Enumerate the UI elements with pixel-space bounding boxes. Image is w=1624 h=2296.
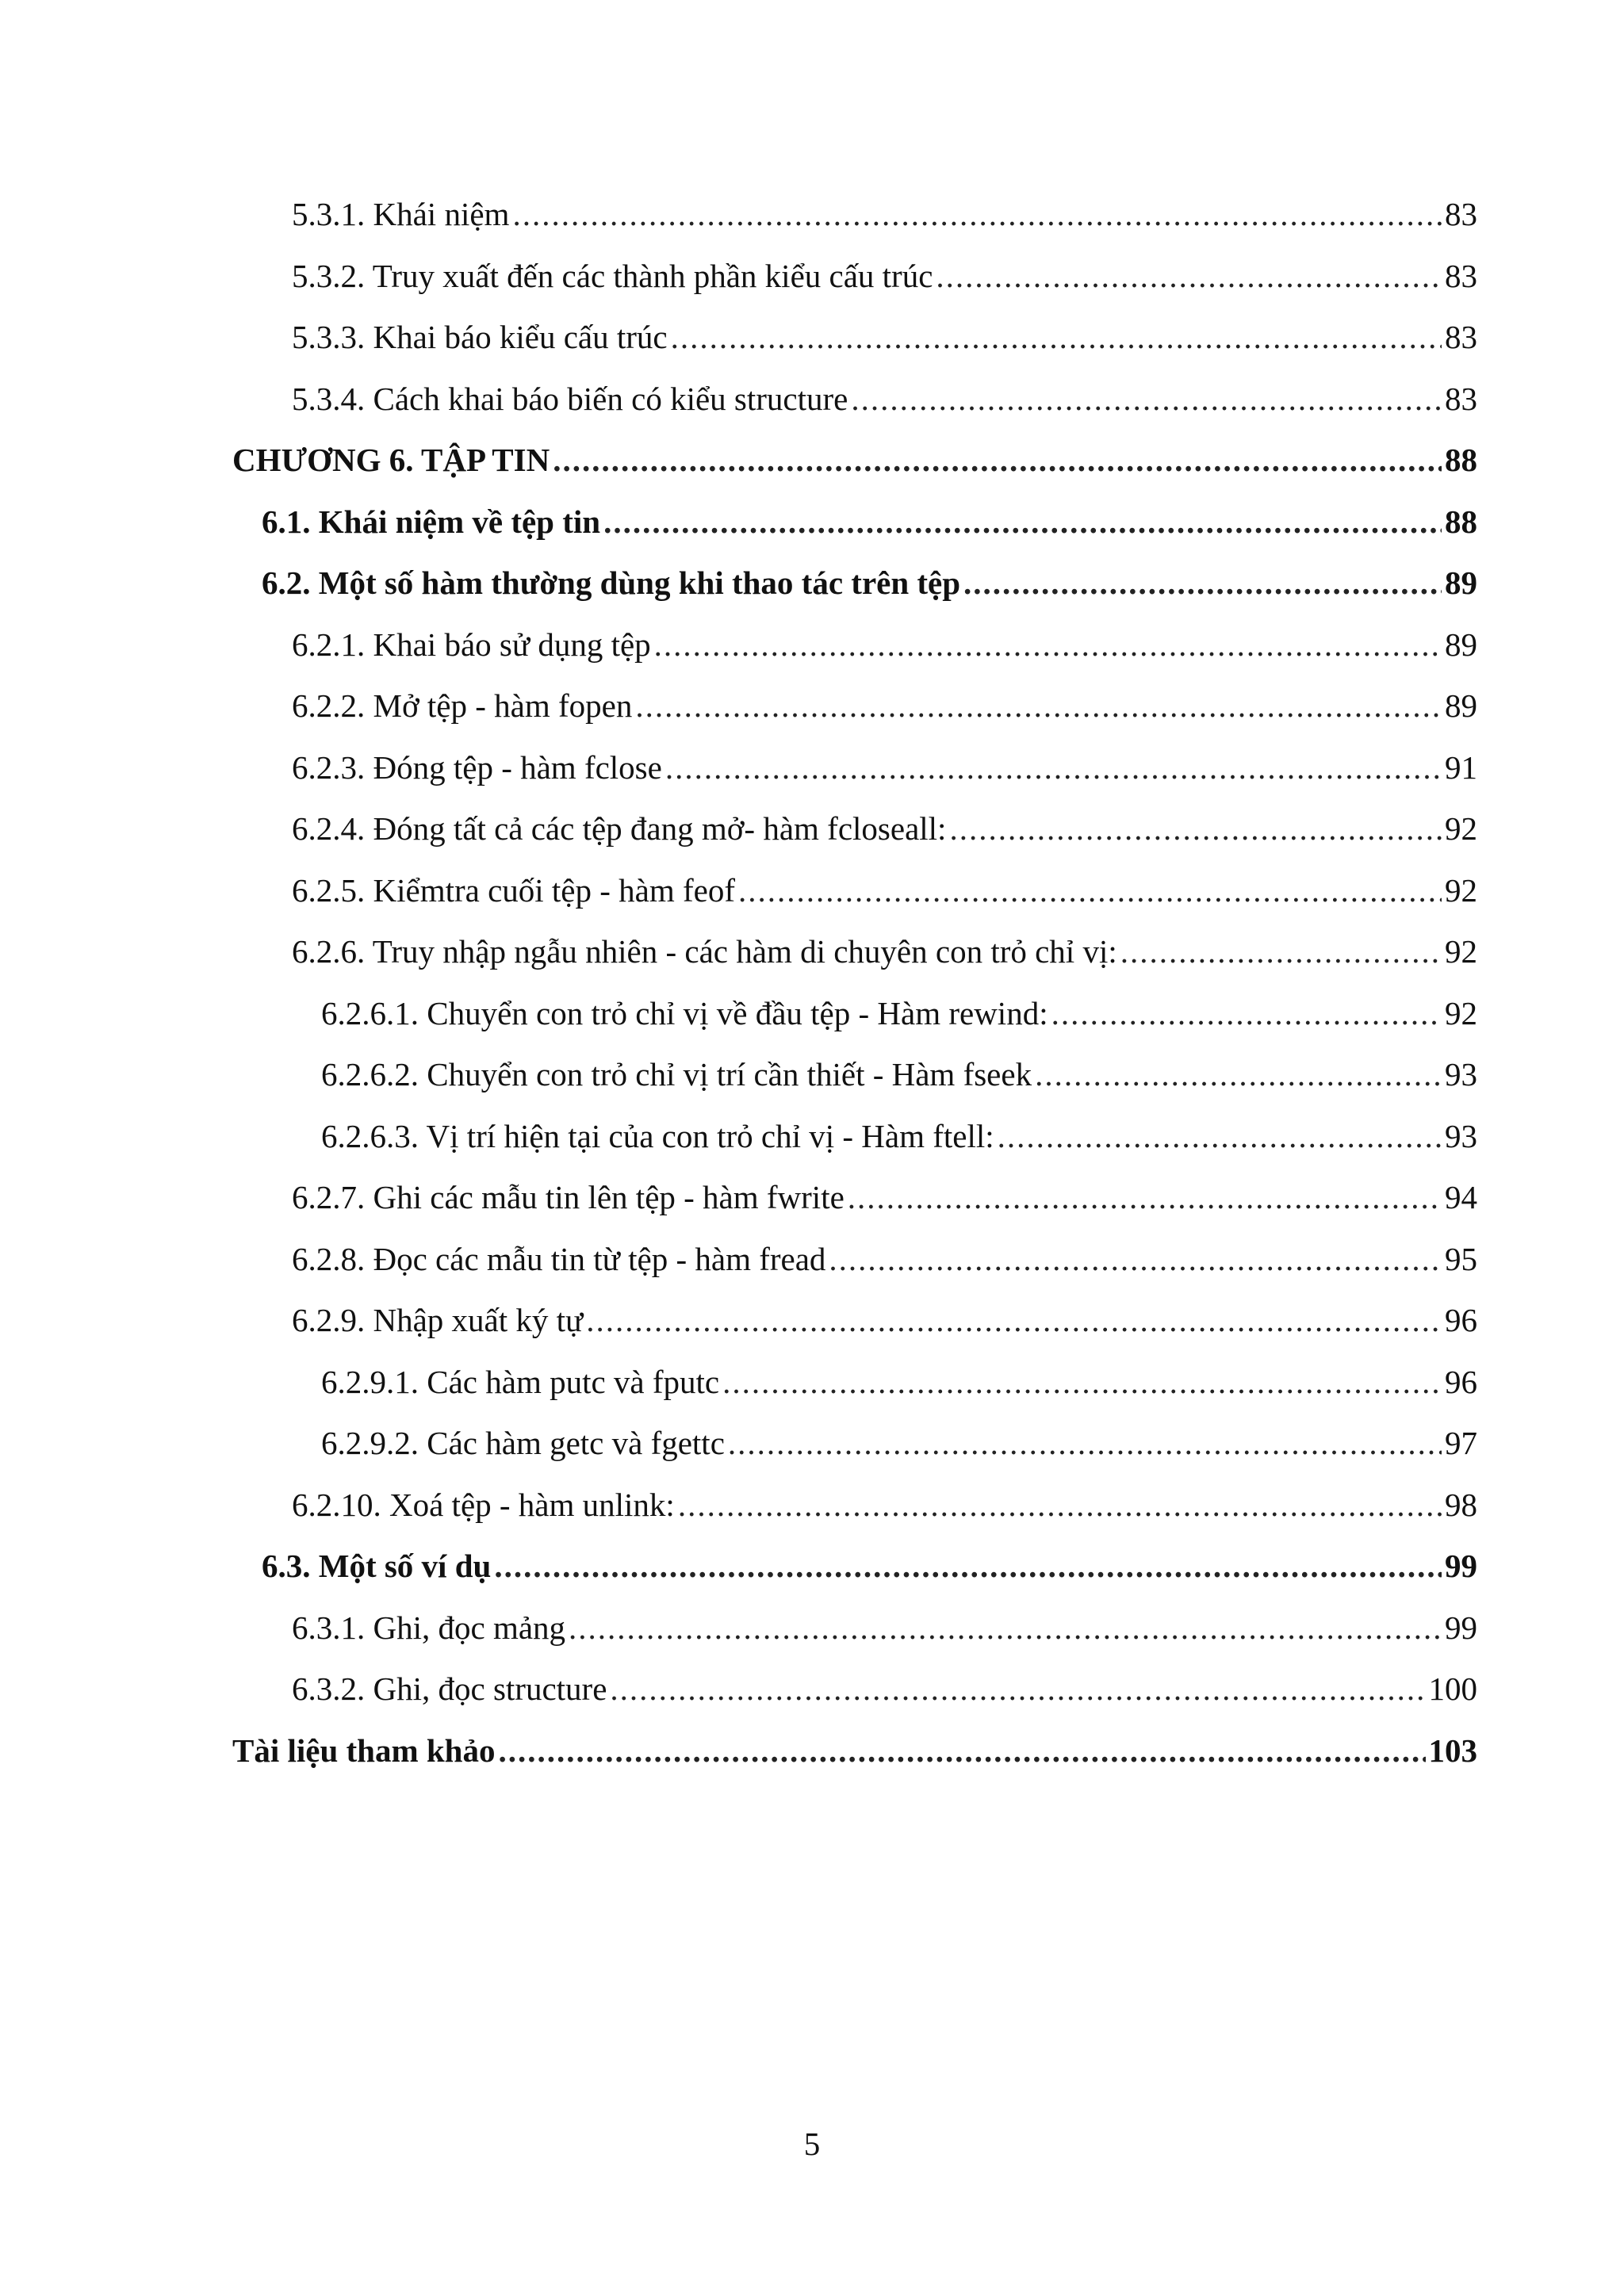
page-number: 5 bbox=[803, 2126, 821, 2162]
toc-entry-page: 98 bbox=[1445, 1486, 1477, 1523]
toc-entry-6-3-2[interactable] bbox=[232, 1659, 1477, 1720]
toc-entry-page: 94 bbox=[1445, 1179, 1477, 1215]
toc-entry-6-2-2[interactable] bbox=[232, 675, 1477, 737]
toc-dot-leader bbox=[553, 430, 1442, 492]
toc-entry-6-2-1[interactable] bbox=[232, 614, 1477, 676]
toc-entry-title: 6.2.1. Khai báo sử dụng tệp bbox=[292, 626, 651, 663]
toc-entry-page: 97 bbox=[1445, 1425, 1477, 1461]
toc-entry-page: 89 bbox=[1445, 687, 1477, 724]
toc-entry-6-2-10[interactable] bbox=[232, 1475, 1477, 1536]
toc-entry-5-3-3[interactable] bbox=[232, 307, 1477, 369]
toc-entry-page: 96 bbox=[1445, 1302, 1477, 1338]
toc-dot-leader bbox=[738, 860, 1442, 922]
toc-dot-leader bbox=[665, 737, 1442, 799]
toc-entry-page: 96 bbox=[1445, 1363, 1477, 1400]
toc-entry-title: 6.2.6.3. Vị trí hiện tại của con trỏ chỉ vị - Hàm ftell: bbox=[321, 1117, 994, 1154]
toc-dot-leader bbox=[635, 675, 1442, 737]
toc-entry-title: 6.2.3. Đóng tệp - hàm fclose bbox=[292, 748, 662, 786]
toc-entry-page: 92 bbox=[1445, 871, 1477, 909]
toc-entry-title: 5.3.2. Truy xuất đến các thành phần kiểu cấu trúc bbox=[292, 257, 933, 294]
toc-entry-6-2-9-1[interactable] bbox=[232, 1352, 1477, 1414]
toc-entry-page: 93 bbox=[1445, 1056, 1477, 1093]
toc-entry-page: 83 bbox=[1445, 319, 1477, 355]
toc-entry-6-2-3[interactable] bbox=[232, 737, 1477, 799]
toc-entry-5-3-4[interactable] bbox=[232, 369, 1477, 430]
toc-entry-title: 6.2.10. Xoá tệp - hàm unlink: bbox=[292, 1486, 675, 1523]
toc-dot-leader bbox=[1120, 921, 1442, 983]
toc-entry-page: 89 bbox=[1445, 626, 1477, 663]
toc-dot-leader bbox=[998, 1106, 1442, 1168]
toc-dot-leader bbox=[610, 1659, 1425, 1720]
toc-entry-title: CHƯƠNG 6. TẬP TIN bbox=[232, 442, 550, 478]
toc-entry-title: 6.2.9.2. Các hàm getc và fgettc bbox=[321, 1425, 725, 1461]
toc-entry-title: 5.3.3. Khai báo kiểu cấu trúc bbox=[292, 319, 668, 355]
toc-entry-page: 83 bbox=[1445, 257, 1477, 294]
toc-entry-title: 6.2.5. Kiểmtra cuối tệp - hàm feof bbox=[292, 871, 736, 909]
toc-entry-page: 91 bbox=[1445, 748, 1477, 786]
toc-entry-page: 92 bbox=[1445, 933, 1477, 970]
toc-entry-title: 6.2.4. Đóng tất cả các tệp đang mở- hàm fcloseall: bbox=[292, 810, 947, 847]
toc-entry-title: Tài liệu tham khảo bbox=[232, 1732, 496, 1769]
toc-entry-6-1[interactable] bbox=[232, 492, 1477, 553]
toc-dot-leader bbox=[1051, 983, 1442, 1045]
toc-dot-leader bbox=[498, 1720, 1425, 1782]
toc-entry-6-2-4[interactable] bbox=[232, 798, 1477, 860]
toc-entry-6-2-6-1[interactable] bbox=[232, 983, 1477, 1045]
toc-dot-leader bbox=[569, 1598, 1442, 1659]
toc-dot-leader bbox=[603, 492, 1442, 553]
toc-entry-title: 6.2.6.2. Chuyển con trỏ chỉ vị trí cần thiết - Hàm fseek bbox=[321, 1056, 1032, 1093]
toc-entry-6-3[interactable] bbox=[232, 1536, 1477, 1598]
toc-entry-page: 92 bbox=[1445, 994, 1477, 1031]
toc-entry-page: 83 bbox=[1445, 196, 1477, 232]
toc-entry-page: 83 bbox=[1445, 380, 1477, 417]
toc-entry-title: 6.2.9. Nhập xuất ký tự bbox=[292, 1302, 584, 1338]
table-of-contents bbox=[232, 184, 1477, 1781]
toc-entry-title: 6.2.8. Đọc các mẫu tin từ tệp - hàm fread bbox=[292, 1240, 826, 1277]
toc-entry-title: 6.3. Một số ví dụ bbox=[262, 1548, 492, 1584]
toc-entry-title: 6.2.2. Mở tệp - hàm fopen bbox=[292, 687, 633, 724]
toc-dot-leader bbox=[1035, 1044, 1442, 1106]
toc-entry-page: 99 bbox=[1445, 1548, 1477, 1584]
toc-dot-leader bbox=[851, 369, 1442, 430]
toc-dot-leader bbox=[936, 246, 1442, 308]
toc-entry-title: 6.2. Một số hàm thường dùng khi thao tác trên tệp bbox=[262, 564, 961, 601]
toc-entry-6-2-9[interactable] bbox=[232, 1290, 1477, 1352]
toc-dot-leader bbox=[848, 1167, 1442, 1229]
toc-entry-6-2-9-2[interactable] bbox=[232, 1413, 1477, 1475]
toc-dot-leader bbox=[678, 1475, 1442, 1536]
toc-entry-title: 6.2.9.1. Các hàm putc và fputc bbox=[321, 1363, 720, 1400]
toc-entry-page: 103 bbox=[1428, 1732, 1477, 1769]
toc-entry-page: 95 bbox=[1445, 1240, 1477, 1277]
toc-entry-6-2[interactable] bbox=[232, 553, 1477, 614]
toc-dot-leader bbox=[671, 307, 1442, 369]
toc-entry-title: 6.2.7. Ghi các mẫu tin lên tệp - hàm fwrite bbox=[292, 1179, 845, 1215]
toc-entry-title: 6.3.1. Ghi, đọc mảng bbox=[292, 1609, 566, 1646]
toc-dot-leader bbox=[829, 1229, 1442, 1291]
toc-entry-page: 88 bbox=[1445, 503, 1477, 540]
toc-entry-title: 6.2.6.1. Chuyển con trỏ chỉ vị về đầu tệp - Hàm rewind: bbox=[321, 994, 1048, 1031]
toc-entry-title: 5.3.1. Khái niệm bbox=[292, 196, 510, 232]
toc-entry-page: 93 bbox=[1445, 1117, 1477, 1154]
toc-entry-title: 6.2.6. Truy nhập ngẫu nhiên - các hàm di chuyên con trỏ chỉ vị: bbox=[292, 933, 1117, 970]
toc-entry-6-2-6-2[interactable] bbox=[232, 1044, 1477, 1106]
toc-entry-title: 5.3.4. Cách khai báo biến có kiểu structure bbox=[292, 380, 848, 417]
toc-entry-6-2-7[interactable] bbox=[232, 1167, 1477, 1229]
toc-entry-6-2-8[interactable] bbox=[232, 1229, 1477, 1291]
toc-dot-leader bbox=[728, 1413, 1442, 1475]
toc-entry-title: 6.1. Khái niệm về tệp tin bbox=[262, 503, 601, 540]
toc-entry-5-3-2[interactable] bbox=[232, 246, 1477, 308]
toc-entry-6-3-1[interactable] bbox=[232, 1598, 1477, 1659]
toc-dot-leader bbox=[494, 1536, 1442, 1598]
toc-entry-page: 88 bbox=[1445, 442, 1477, 478]
toc-entry-title: 6.3.2. Ghi, đọc structure bbox=[292, 1670, 607, 1707]
toc-dot-leader bbox=[949, 798, 1442, 860]
toc-entry-page: 89 bbox=[1445, 564, 1477, 601]
toc-entry-page: 99 bbox=[1445, 1609, 1477, 1646]
toc-dot-leader bbox=[654, 614, 1442, 676]
toc-entry-6-2-5[interactable] bbox=[232, 860, 1477, 922]
toc-entry-page: 92 bbox=[1445, 810, 1477, 847]
toc-dot-leader bbox=[722, 1352, 1442, 1414]
toc-dot-leader bbox=[963, 553, 1442, 614]
toc-entry-references[interactable] bbox=[232, 1720, 1477, 1782]
toc-dot-leader bbox=[586, 1290, 1442, 1352]
toc-entry-chapter-6[interactable] bbox=[232, 430, 1477, 492]
toc-entry-page: 100 bbox=[1428, 1670, 1477, 1707]
toc-entry-5-3-1[interactable] bbox=[232, 184, 1477, 246]
toc-entry-6-2-6[interactable] bbox=[232, 921, 1477, 983]
toc-entry-6-2-6-3[interactable] bbox=[232, 1106, 1477, 1168]
toc-dot-leader bbox=[512, 184, 1442, 246]
